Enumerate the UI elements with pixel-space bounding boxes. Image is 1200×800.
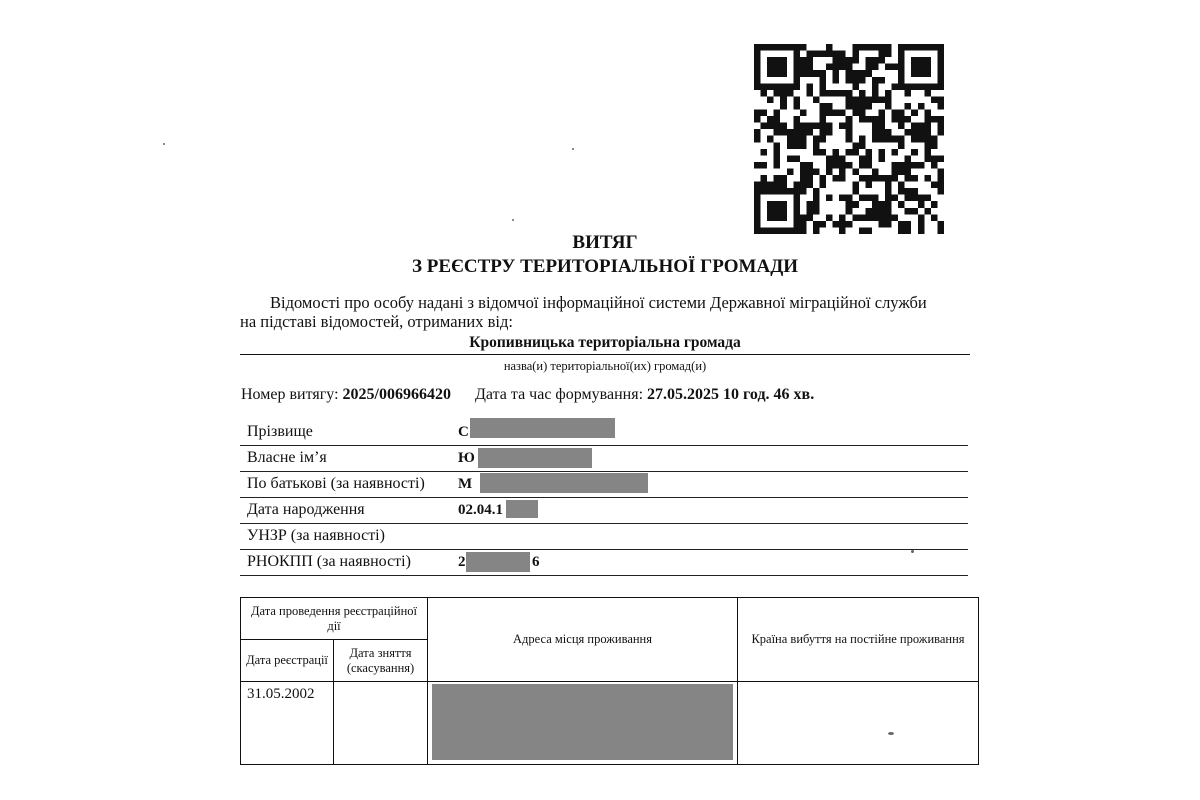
unzr-label: УНЗР (за наявності) [247,527,385,544]
formed-value: 27.05.2025 10 год. 46 хв. [647,386,815,403]
surname-label: Прізвище [247,423,313,440]
intro-line-2: на підставі відомостей, отриманих від: [240,312,513,331]
intro-line-1: Відомості про особу надані з відомчої інформаційної системи Державної міграційної служби [270,293,927,312]
patronymic-label: По батькові (за наявності) [247,475,425,492]
rnokpp-value-end: 6 [532,554,540,570]
row-divider [240,549,968,550]
name-label: Власне ім’я [247,449,327,466]
row-divider [240,523,968,524]
redaction-surname [470,418,615,438]
header-registration-date: Дата реєстрації [241,640,334,682]
rnokpp-label: РНОКПП (за наявності) [247,553,411,570]
redaction-address [432,684,733,760]
registration-table [240,597,979,765]
scan-speck [888,732,894,735]
surname-value: С [458,424,469,440]
extract-number-label: Номер витягу: [241,386,339,403]
row-divider [240,445,968,446]
row-divider [240,497,968,498]
redaction-birth-date [506,500,538,518]
document-subtitle: З РЕЄСТРУ ТЕРИТОРІАЛЬНОЇ ГРОМАДИ [411,256,799,277]
redaction-patronymic [480,473,648,493]
birth-date-label: Дата народження [247,501,365,518]
header-deregistration-date: Дата зняття (скасування) [334,640,428,682]
address-cell [428,682,738,765]
header-address: Адреса місця проживання [428,598,738,682]
name-value: Ю [458,450,475,466]
redaction-rnokpp [466,552,530,572]
formed-label: Дата та час формування: [474,386,644,403]
extract-number: 2025/006966420 [342,386,451,403]
table-row [241,682,979,765]
row-divider [240,471,968,472]
scan-speck [911,550,914,553]
redaction-name [478,448,592,468]
deregistration-date-cell [334,682,428,765]
registration-date-cell: 31.05.2002 [241,682,334,765]
patronymic-value: М [458,476,473,492]
extract-info [241,386,814,404]
scan-speck [572,148,574,150]
rnokpp-value-start: 2 [458,554,466,570]
qr-code-icon [754,44,944,234]
header-country: Країна вибуття на постійне проживання [738,598,979,682]
scan-speck [163,143,165,145]
community-caption: назва(и) територіальної(их) громад(и) [503,359,707,373]
document-title: ВИТЯГ [572,232,638,253]
row-divider [240,575,968,576]
country-cell [738,682,979,765]
header-registration-action-date: Дата проведення реєстраційної дії [241,598,428,640]
scan-speck [512,219,514,221]
community-name: Кропивницька територіальна громада [240,334,970,355]
birth-date-value: 02.04.1 [458,502,503,518]
